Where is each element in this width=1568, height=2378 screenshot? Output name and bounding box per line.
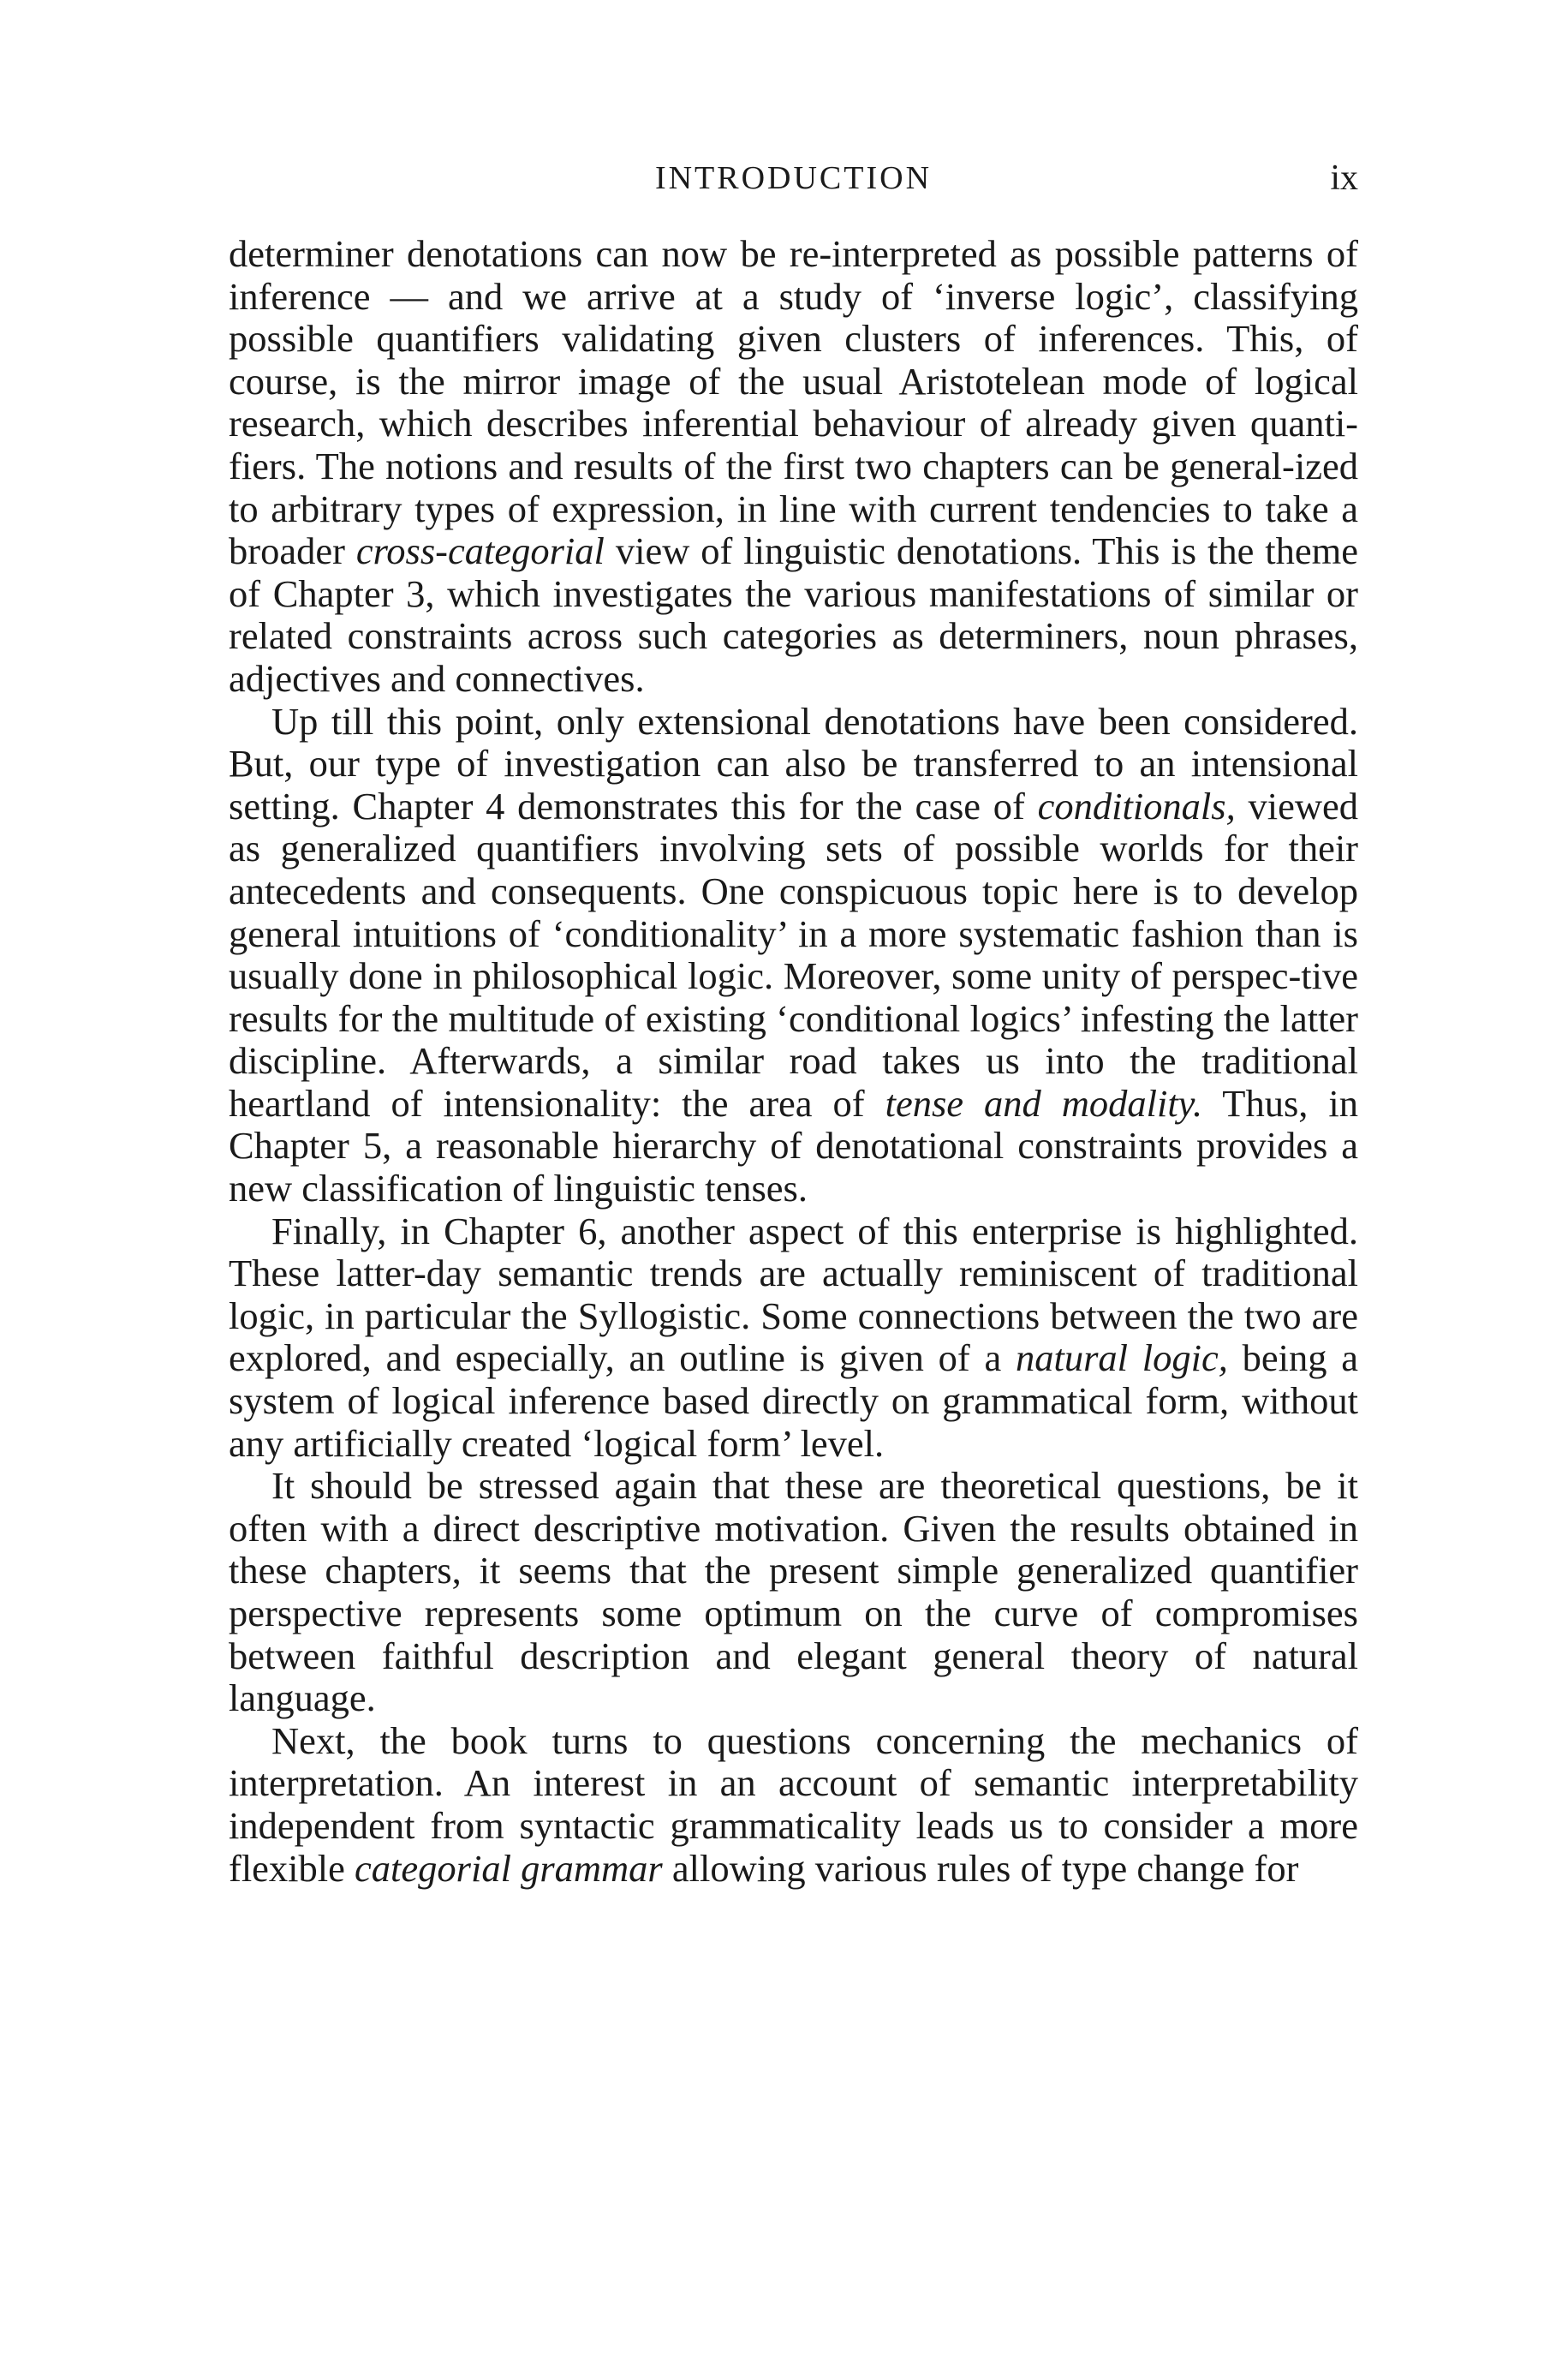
running-head: [229, 152, 1358, 204]
italic-term: categorial grammar: [355, 1846, 663, 1890]
italic-term: natural logic,: [1015, 1336, 1228, 1380]
italic-term: conditionals,: [1037, 784, 1236, 828]
paragraph: [229, 701, 1358, 1210]
text-run: being a system of logical inference based directly on grammatical form, without any artificially created ‘logical form’ level.: [229, 1336, 1358, 1465]
text-run: viewed as generalized quantifiers involving sets of possible worlds for their antecedents and consequents. One conspicuous topic here is to develop general intuitions of ‘conditionality’ in a more systematic fashion than is usually done in philosophical logic. Moreover, some unity of perspec-tive results for the multitude of existing ‘conditional logics’ infesting the latter discipline. Afterwards, a similar road takes us into the traditional heartland of intensionality: the area of: [229, 784, 1358, 1125]
paragraph: [229, 1465, 1358, 1720]
body-text: [229, 233, 1358, 1890]
paragraph: [229, 1720, 1358, 1890]
text-run: determiner denotations can now be re-interpreted as possible patterns of inference — and we arrive at a study of ‘inverse logic’, classifying possible quantifiers validating given clusters of inferences. This, of course, is the mirror image of the usual Aristotelean mode of logical research, which describes inferential behaviour of already given quanti-fiers. The notions and results of the first two chapters can be general-ized to arbitrary types of expression, in line with current tendencies to take a broader: [229, 232, 1358, 573]
italic-term: cross-categorial: [355, 529, 605, 573]
text-run: Finally, in Chapter 6, another aspect of this enterprise is highlighted. These latter-day semantic trends are actually reminiscent of traditional logic, in particular the Syllogistic. Some connections between the two are explored, and especially, an outline is given of a: [229, 1209, 1358, 1380]
running-title: INTRODUCTION: [654, 160, 933, 196]
paragraph: [229, 233, 1358, 701]
text-run: Next, the book turns to questions concerning the mechanics of interpretation. An interest in an account of semantic interpretability independent from syntactic grammaticality leads us to consider a more flexible: [229, 1718, 1358, 1890]
text-run: Up till this point, only extensional denotations have been considered. But, our type of investigation can also be transferred to an intensional setting. Chapter 4 demonstrates this for the case of: [229, 699, 1358, 828]
page-number: ix: [1330, 158, 1358, 198]
italic-term: tense and modality.: [885, 1081, 1203, 1125]
text-run: It should be stressed again that these are theoretical questions, be it often with a direct descriptive motivation. Given the results obtained in these chapters, it seems that the present simple generalized quantifier perspective represents some optimum on the curve of compromises between faithful description and elegant general theory of natural language.: [229, 1464, 1358, 1720]
paragraph: [229, 1210, 1358, 1466]
text-run: allowing various rules of type change for: [662, 1846, 1299, 1890]
text-run: view of linguistic denotations. This is the theme of Chapter 3, which investigates the various manifestations of similar or related constraints across such categories as determiners, noun phrases, adjectives and connectives.: [229, 529, 1359, 700]
text-run: Thus, in Chapter 5, a reasonable hierarchy of denotational constraints provides a new classification of linguistic tenses.: [229, 1081, 1358, 1210]
